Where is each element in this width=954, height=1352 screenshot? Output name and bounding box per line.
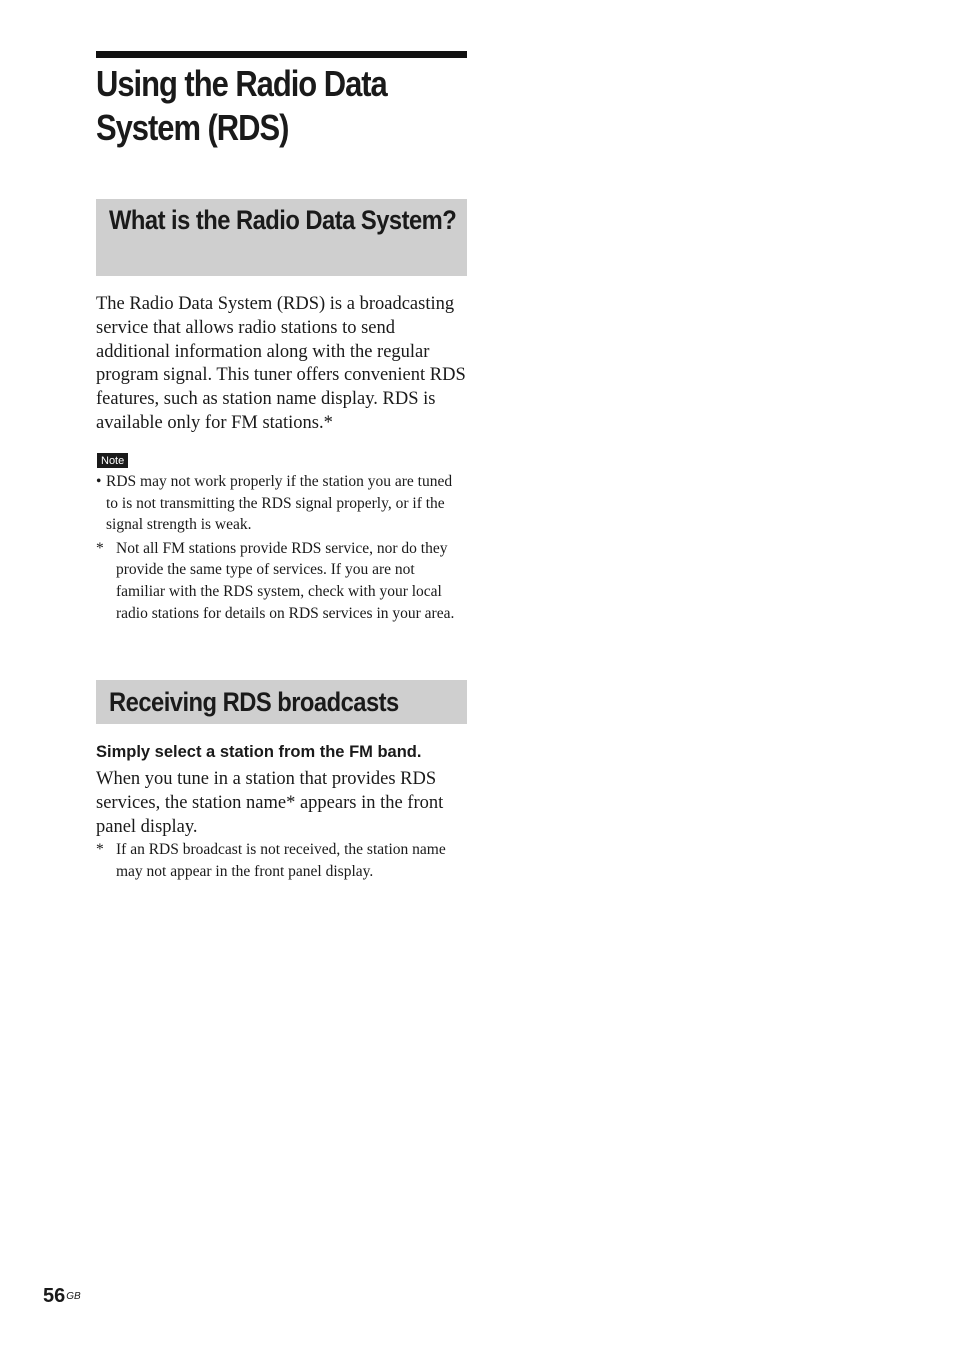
page-title: Using the Radio Data System (RDS): [96, 63, 387, 148]
section-header-receiving-rds: [96, 680, 467, 724]
footnote-text: Not all FM stations provide RDS service, nor do they provide the same type of services. If you are not familiar with the RDS system, check with your local radio stations for details on RDS services in your area.: [116, 539, 455, 622]
footnote-item: [96, 839, 467, 882]
page-number: [43, 1284, 81, 1308]
rds-intro-paragraph: The Radio Data System (RDS) is a broadcasting service that allows radio stations to send additional information along with the regular program signal. This tuner offers convenient RDS features, such as station name display. RDS is available only for FM stations.*: [96, 294, 466, 433]
instruction-step: Simply select a station from the FM band.: [96, 743, 422, 761]
section-header-what-is-rds: [96, 199, 467, 276]
page-number-value: 56: [43, 1285, 66, 1307]
note-item: [96, 471, 467, 536]
bullet-mark: •: [96, 473, 102, 490]
section-heading-receiving-rds: Receiving RDS broadcasts: [109, 687, 399, 717]
receiving-paragraph: When you tune in a station that provides RDS services, the station name* appears in the front panel display.: [96, 769, 444, 837]
title-rule: [96, 51, 467, 58]
footnote-station-name: [96, 839, 467, 882]
footnote-mark: *: [96, 841, 104, 858]
footnote-fm-stations: [96, 538, 467, 624]
section-heading-what-is-rds: What is the Radio Data System?: [109, 205, 457, 235]
note-badge: Note: [97, 453, 128, 468]
note-text: RDS may not work properly if the station you are tuned to is not transmitting the RDS signal properly, or if the signal strength is weak.: [106, 473, 453, 534]
footnote-text: If an RDS broadcast is not received, the station name may not appear in the front panel display.: [116, 841, 446, 880]
note-section: [96, 471, 467, 624]
footnote-mark: *: [96, 539, 104, 557]
page-number-suffix: GB: [66, 1291, 81, 1302]
